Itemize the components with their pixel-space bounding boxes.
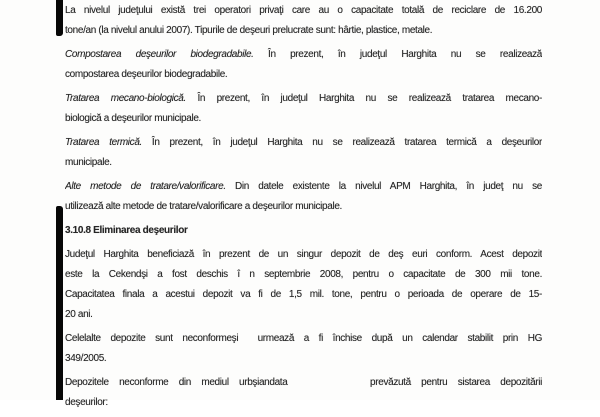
text-line — [65, 153, 542, 173]
paragraph-depozite-mediul-urban — [65, 373, 542, 413]
text-line — [65, 109, 542, 129]
text-line-content: Din datele existente la nivelul APM Harghita, în judeţ nu se — [225, 181, 542, 192]
text-line — [65, 89, 542, 109]
text-line-content: compostarea deşeurilor biodegradabile. — [65, 69, 228, 80]
scan-artifact-bar-bottom — [56, 206, 63, 400]
text-line-content: În prezent, în judeţul Harghita nu se realizează — [253, 49, 542, 60]
text-line-content: Capacitatea finala a acestui depozit va fi de 1,5 mil. tone, pentru o perioada de operare de 15- — [65, 289, 542, 300]
text-line — [65, 393, 542, 413]
paragraph-depozit-conform — [65, 245, 542, 325]
text-block — [65, 1, 542, 417]
text-line — [65, 285, 542, 305]
text-line — [65, 265, 542, 285]
text-line-content: deşeurilor: — [65, 397, 108, 408]
text-line-content: 20 ani. — [65, 309, 93, 320]
text-line — [65, 373, 542, 393]
text-line-content: biologică a deşeurilor municipale. — [65, 113, 201, 124]
text-line-content: În prezent, în judeţul Harghita nu se realizează tratarea mecano- — [185, 93, 542, 104]
text-line — [65, 197, 542, 217]
text-line-content: Celelalte depozite sunt neconformeşi urmează a fi închise după un calendar stabilit prin HG — [65, 333, 542, 344]
text-line-content: este la Cekendşi a fost deschis î n septembrie 2008, pentru o capacitate de 300 mii tone. — [65, 269, 542, 280]
text-line — [65, 349, 542, 369]
text-line — [65, 1, 542, 21]
text-line-content: municipale. — [65, 157, 112, 168]
text-line — [65, 133, 542, 153]
text-line-content: În prezent, în judeţul Harghita nu se realizează tratarea termică a deşeurilor — [141, 137, 542, 148]
section-heading-text: 3.10.8 Eliminarea deşeurilor — [65, 225, 188, 236]
text-line — [65, 329, 542, 349]
section-heading — [65, 221, 542, 241]
scan-artifact-bar-top — [56, 0, 63, 36]
paragraph-alte-metode — [65, 177, 542, 217]
paragraph-operatori-reciclare — [65, 1, 542, 41]
paragraph-lead-italic: Tratarea mecano-biologică. — [65, 93, 186, 104]
paragraph-lead-italic: Alte metode de tratare/valorificare. — [65, 181, 226, 192]
paragraph-lead-italic: Tratarea termică. — [65, 137, 142, 148]
paragraph-depozite-neconforme — [65, 329, 542, 369]
paragraph-compostarea — [65, 45, 542, 85]
paragraph-tratarea-termica — [65, 133, 542, 173]
text-line-content: 349/2005. — [65, 353, 107, 364]
text-line-content: Judeţul Harghita beneficiază în prezent de un singur depozit de deş euri conform. Acest depozit — [65, 249, 542, 260]
text-line — [65, 45, 542, 65]
text-line — [65, 245, 542, 265]
text-line — [65, 21, 542, 41]
text-line-content: Depozitele neconforme din mediul urbşiandata prevăzută pentru sistarea depozitării — [65, 377, 542, 388]
text-line — [65, 305, 542, 325]
paragraph-tratarea-mecano-biologica — [65, 89, 542, 129]
text-line — [65, 65, 542, 85]
text-line-content: utilizează alte metode de tratare/valorificare a deşeurilor municipale. — [65, 201, 342, 212]
paragraph-lead-italic: Compostarea deşeurilor biodegradabile. — [65, 49, 254, 60]
text-line-content: La nivelul judeţului există trei operatori privaţi care au o capacitate totală de reciclare de 16.200 — [65, 5, 542, 16]
text-line-content: tone/an (la nivelul anului 2007). Tipurile de deşeuri prelucrate sunt: hârtie, plastice, metale. — [65, 25, 433, 36]
text-line — [65, 177, 542, 197]
